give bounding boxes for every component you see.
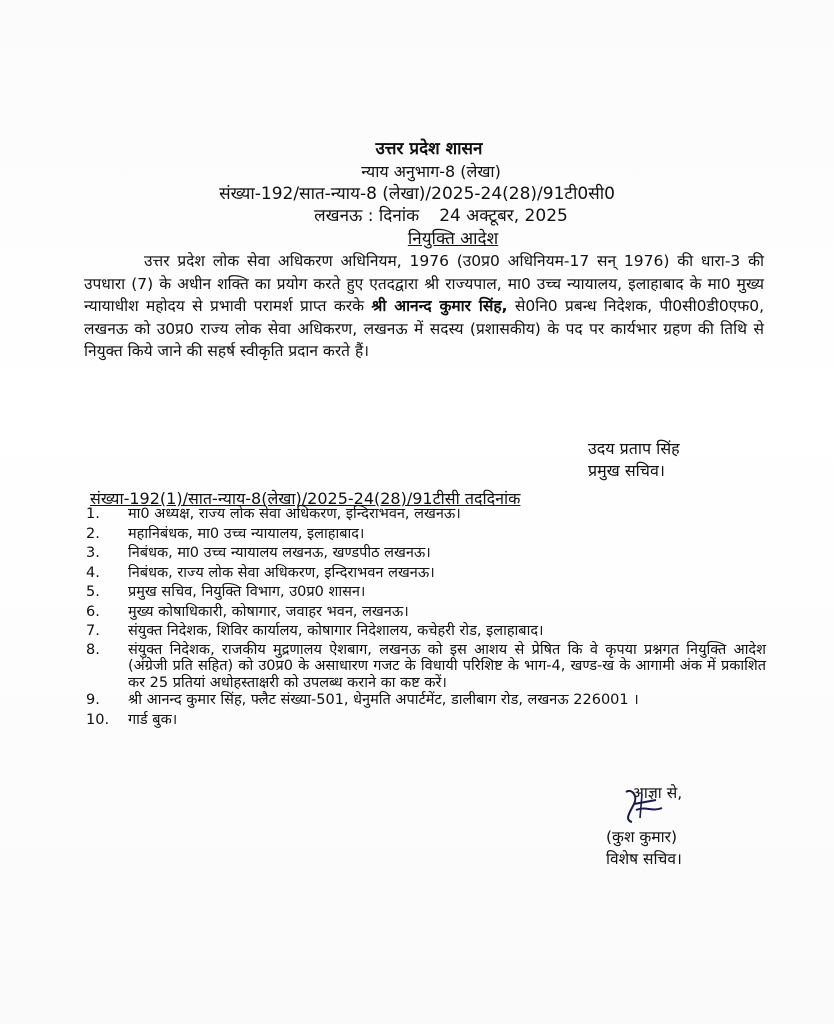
list-item: 9. श्री आनन्द कुमार सिंह, फ्लैट संख्या-501, धेनुमति अपार्टमेंट, डालीबाग रोड, लखनऊ 226001 । bbox=[86, 692, 639, 708]
order-date: 24 अक्टूबर, 2025 bbox=[439, 206, 568, 226]
order-body bbox=[84, 250, 764, 363]
list-item: 1. मा0 अध्यक्ष, राज्य लोक सेवा अधिकरण, इन्दिराभवन, लखनऊ। bbox=[86, 506, 461, 522]
body-text-part2: से0नि0 प्रबन्ध निदेशक, पी0सी0डी0एफ0, लखनऊ को उ0प्र0 राज्य लोक सेवा अधिकरण, लखनऊ में सदस्य (प्रशासकीय) के पद पर कार्यभार ग्रहण की तिथि से नियुक्त किये जाने की सहर्ष स्वीकृति प्रदान करते हैं। bbox=[84, 297, 764, 361]
body-text-part1: उत्तर प्रदेश लोक सेवा अधिकरण अधिनियम, 1976 (उ0प्र0 अधिनियम-17 सन् 1976) की धारा-3 की उपधारा (7) के अधीन शक्ति का प्रयोग करते हुए एतदद्वारा श्री राज्यपाल, मा0 उच्च न्यायालय, इलाहाबाद के मा0 मुख्य न्यायाधीश महोदय से प्रभावी परामर्श प्राप्त करके bbox=[84, 252, 764, 316]
list-item: 3. निबंधक, मा0 उच्च न्यायालय लखनऊ, खण्डपीठ लखनऊ। bbox=[86, 545, 431, 561]
signatory-designation: प्रमुख सचिव। bbox=[588, 461, 665, 480]
place-label: लखनऊ : दिनांक bbox=[314, 206, 420, 226]
list-item: 7. संयुक्त निदेशक, शिविर कार्यालय, कोषागार निदेशालय, कचेहरी रोड, इलाहाबाद। bbox=[86, 623, 544, 639]
signatory-designation: विशेष सचिव। bbox=[606, 850, 682, 868]
place-date-line bbox=[24, 203, 834, 226]
appointee-name: श्री आनन्द कुमार सिंह, bbox=[371, 297, 508, 316]
list-item: 2. महानिबंधक, मा0 उच्च न्यायालय, इलाहाबाद। bbox=[86, 525, 365, 542]
govt-heading: उत्तर प्रदेश शासन bbox=[375, 139, 483, 159]
list-item: 6. मुख्य कोषाधिकारी, कोषागार, जवाहर भवन, लखनऊ। bbox=[86, 603, 409, 620]
order-number: संख्या-192/सात-न्याय-8 (लेखा)/2025-24(28)/91टी0सी0 bbox=[219, 184, 615, 204]
copy-recipient-list bbox=[86, 505, 766, 730]
list-item: 8. संयुक्त निदेशक, राजकीय मुद्रणालय ऐशबाग, लखनऊ को इस आशय से प्रेषित कि वे कृपया प्रश्नगत नियुक्ति आदेश (अंग्रेजी प्रति सहित) को उ0प्र0 के असाधारण गजट के विधायी परिशिष्ट के भाग-4, खण्ड-ख के आगामी अंक में प्रकाशित कर 25 प्रतियां अधोहस्ताक्षरी को उपलब्ध कराने का कष्ट करें। bbox=[86, 641, 766, 691]
principal-secretary-signature-block bbox=[588, 438, 680, 482]
section-heading: न्याय अनुभाग-8 (लेखा) bbox=[361, 162, 501, 181]
handwritten-signature-icon bbox=[612, 786, 682, 826]
signatory-name: (कुश कुमार) bbox=[606, 828, 677, 846]
list-item: 10. गार्ड बुक। bbox=[86, 711, 178, 728]
list-item: 5. प्रमुख सचिव, नियुक्ति विभाग, उ0प्र0 शासन। bbox=[86, 584, 366, 600]
list-item: 4. निबंधक, राज्य लोक सेवा अधिकरण, इन्दिराभवन लखनऊ। bbox=[86, 564, 435, 581]
by-order-text: आज्ञा से, bbox=[632, 784, 683, 802]
order-title: नियुक्ति आदेश bbox=[407, 229, 499, 249]
copy-reference-number: संख्या-192(1)/सात-न्याय-8(लेखा)/2025-24(28)/91टीसी तददिनांक bbox=[90, 489, 521, 508]
signatory-name: उदय प्रताप सिंह bbox=[588, 439, 680, 458]
